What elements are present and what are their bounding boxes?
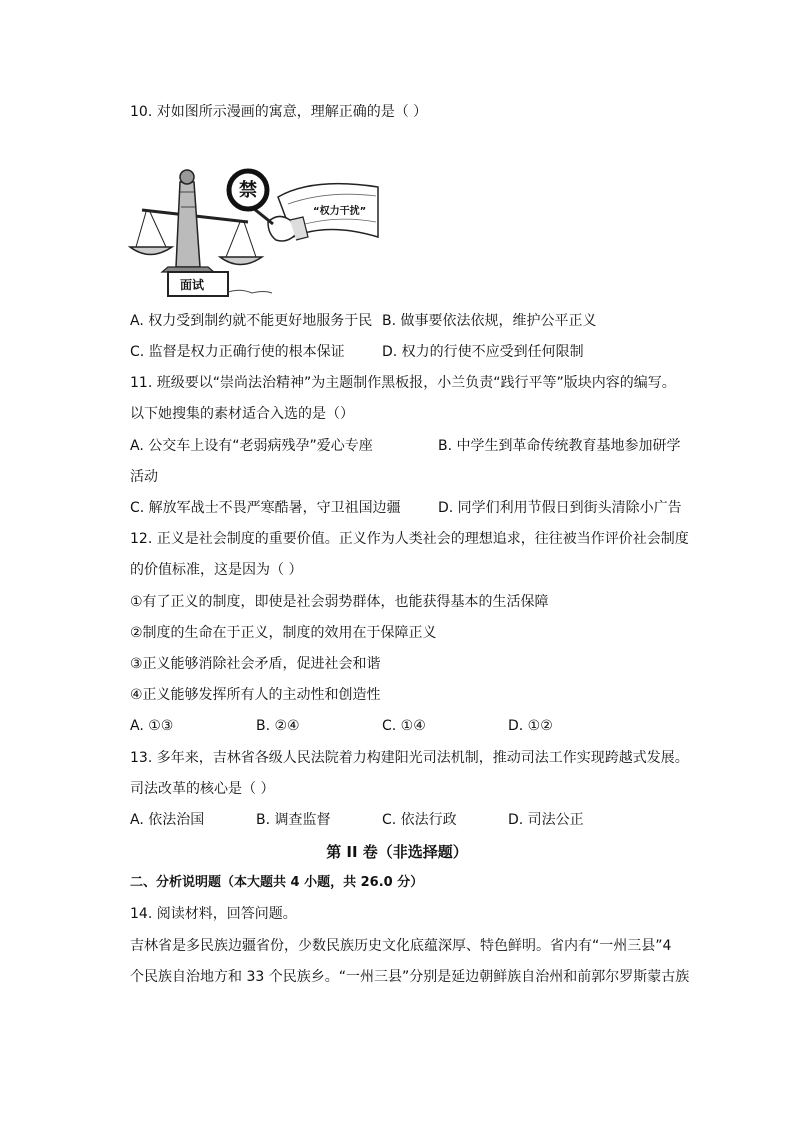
q13-option-d: D. 司法公正	[508, 812, 584, 828]
q12-statement-2: ②制度的生命在于正义，制度的效用在于保障正义	[130, 625, 437, 641]
q12-statement-1: ①有了正义的制度，即使是社会弱势群体，也能获得基本的生活保障	[130, 594, 549, 610]
section-2-heading: 二、分析说明题（本大题共 4 小题，共 26.0 分）	[130, 875, 424, 890]
q12-statement-3: ③正义能够消除社会矛盾，促进社会和谐	[130, 656, 381, 672]
q12-stem-line1: 12. 正义是社会制度的重要价值。正义作为人类社会的理想追求，往往被当作评价社会制度	[130, 531, 689, 547]
q11-option-a: A. 公交车上设有“老弱病残孕”爱心专座	[130, 438, 373, 454]
q10-option-a: A. 权力受到制约就不能更好地服务于民	[130, 313, 373, 329]
q12-statement-4: ④正义能够发挥所有人的主动性和创造性	[130, 687, 381, 703]
q11-option-c: C. 解放军战士不畏严寒酷暑，守卫祖国边疆	[130, 500, 401, 516]
q13-stem-line2: 司法改革的核心是（ ）	[130, 781, 275, 797]
q13-option-b: B. 调查监督	[256, 812, 331, 828]
q14-stem: 14. 阅读材料，回答问题。	[130, 906, 297, 922]
q12-option-d: D. ①②	[508, 718, 553, 734]
ribbon-text: “权力干扰”	[313, 206, 367, 217]
cartoon-image	[128, 162, 380, 297]
ban-sign-text: 禁	[239, 180, 257, 201]
q13-option-c: C. 依法行政	[382, 812, 457, 828]
q11-option-d: D. 同学们利用节假日到街头清除小广告	[438, 500, 682, 516]
q12-option-a: A. ①③	[130, 718, 174, 734]
q10-option-d: D. 权力的行使不应受到任何限制	[382, 344, 584, 360]
base-text: 面试	[180, 278, 205, 292]
q11-stem-line1: 11. 班级要以“崇尚法治精神”为主题制作黑板报，小兰负责“践行平等”版块内容的编写。	[130, 375, 676, 391]
q10-option-c: C. 监督是权力正确行使的根本保证	[130, 344, 345, 360]
q11-stem-line2: 以下她搜集的素材适合入选的是（）	[130, 406, 354, 422]
q13-option-a: A. 依法治国	[130, 812, 205, 828]
q11-option-b-cont: 活动	[130, 469, 158, 485]
q14-material-line2: 个民族自治地方和 33 个民族乡。“一州三县”分别是延边朝鲜族自治州和前郭尔罗斯蒙古族	[130, 969, 690, 985]
q13-stem-line1: 13. 多年来，吉林省各级人民法院着力构建阳光司法机制，推动司法工作实现跨越式发展。	[130, 750, 689, 766]
q11-option-b: B. 中学生到革命传统教育基地参加研学	[438, 438, 681, 454]
q10-stem: 10. 对如图所示漫画的寓意，理解正确的是（ ）	[130, 104, 428, 120]
q12-option-b: B. ②④	[256, 718, 300, 734]
q10-option-b: B. 做事要依法依规，维护公平正义	[382, 313, 597, 329]
q14-material-line1: 吉林省是多民族边疆省份，少数民族历史文化底蕴深厚、特色鲜明。省内有“一州三县”4	[130, 938, 672, 954]
q12-stem-line2: 的价值标准，这是因为（ ）	[130, 562, 303, 578]
q12-option-c: C. ①④	[382, 718, 426, 734]
section-2-title: 第 II 卷（非选择题）	[326, 843, 468, 861]
